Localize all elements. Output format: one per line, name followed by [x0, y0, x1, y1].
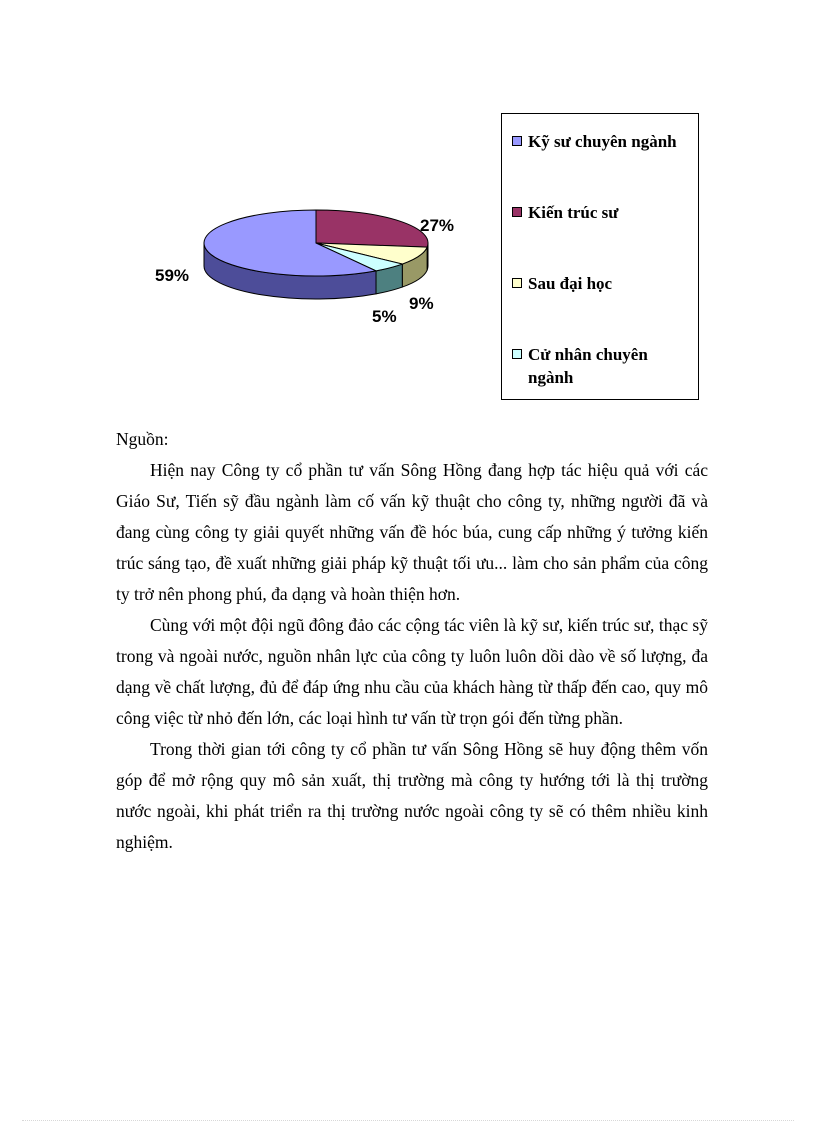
document-body: [116, 424, 708, 858]
legend-label-2: Sau đại học: [528, 274, 613, 293]
pie-label-2: 9%: [409, 294, 434, 313]
legend-swatch-3: [512, 349, 522, 359]
legend-label-1: Kiến trúc sư: [528, 203, 619, 222]
pie-label-3: 5%: [372, 307, 397, 326]
legend-swatch-1: [512, 207, 522, 217]
paragraph-1: Hiện nay Công ty cổ phần tư vấn Sông Hồng đang hợp tác hiệu quả với các Giáo Sư, Tiến sỹ đầu ngành làm cố vấn kỹ thuật cho công ty, những người đã và đang cùng công ty giải quyết những vấn đề hóc búa, cung cấp những ý tưởng kiến trúc sáng tạo, đề xuất những giải pháp kỹ thuật tối ưu... làm cho sản phẩm của công ty trở nên phong phú, đa dạng và hoàn thiện hơn.: [116, 460, 708, 604]
pie-chart: [140, 180, 460, 340]
legend-item-2: [512, 272, 698, 295]
paragraph-3: Trong thời gian tới công ty cổ phần tư vấn Sông Hồng sẽ huy động thêm vốn góp để mở rộng quy mô sản xuất, thị trường mà công ty hướng tới là thị trường nước ngoài, khi phát triển ra thị trường nước ngoài công ty sẽ có thêm nhiều kinh nghiệm.: [116, 739, 708, 852]
legend-label-0: Kỹ sư chuyên ngành: [528, 132, 677, 151]
legend-swatch-0: [512, 136, 522, 146]
pie-label-0: 59%: [155, 266, 190, 285]
source-label: Nguồn:: [116, 429, 169, 449]
legend-item-0: [512, 130, 698, 153]
page-bottom-rule: [22, 1120, 794, 1121]
legend-label-3: Cử nhân chuyên ngành: [528, 345, 648, 387]
legend-item-3: [512, 343, 682, 389]
pie-slice-1: [316, 210, 428, 247]
pie-label-1: 27%: [420, 216, 455, 235]
legend-swatch-2: [512, 278, 522, 288]
paragraph-2: Cùng với một đội ngũ đông đảo các cộng tác viên là kỹ sư, kiến trúc sư, thạc sỹ trong và ngoài nước, nguồn nhân lực của công ty luôn luôn dồi dào về số lượng, đa dạng về chất lượng, đủ để đáp ứng nhu cầu của khách hàng từ thấp đến cao, quy mô công việc từ nhỏ đến lớn, các loại hình tư vấn từ trọn gói đến từng phần.: [116, 615, 708, 728]
chart-legend: [501, 113, 699, 400]
legend-item-1: [512, 201, 698, 224]
